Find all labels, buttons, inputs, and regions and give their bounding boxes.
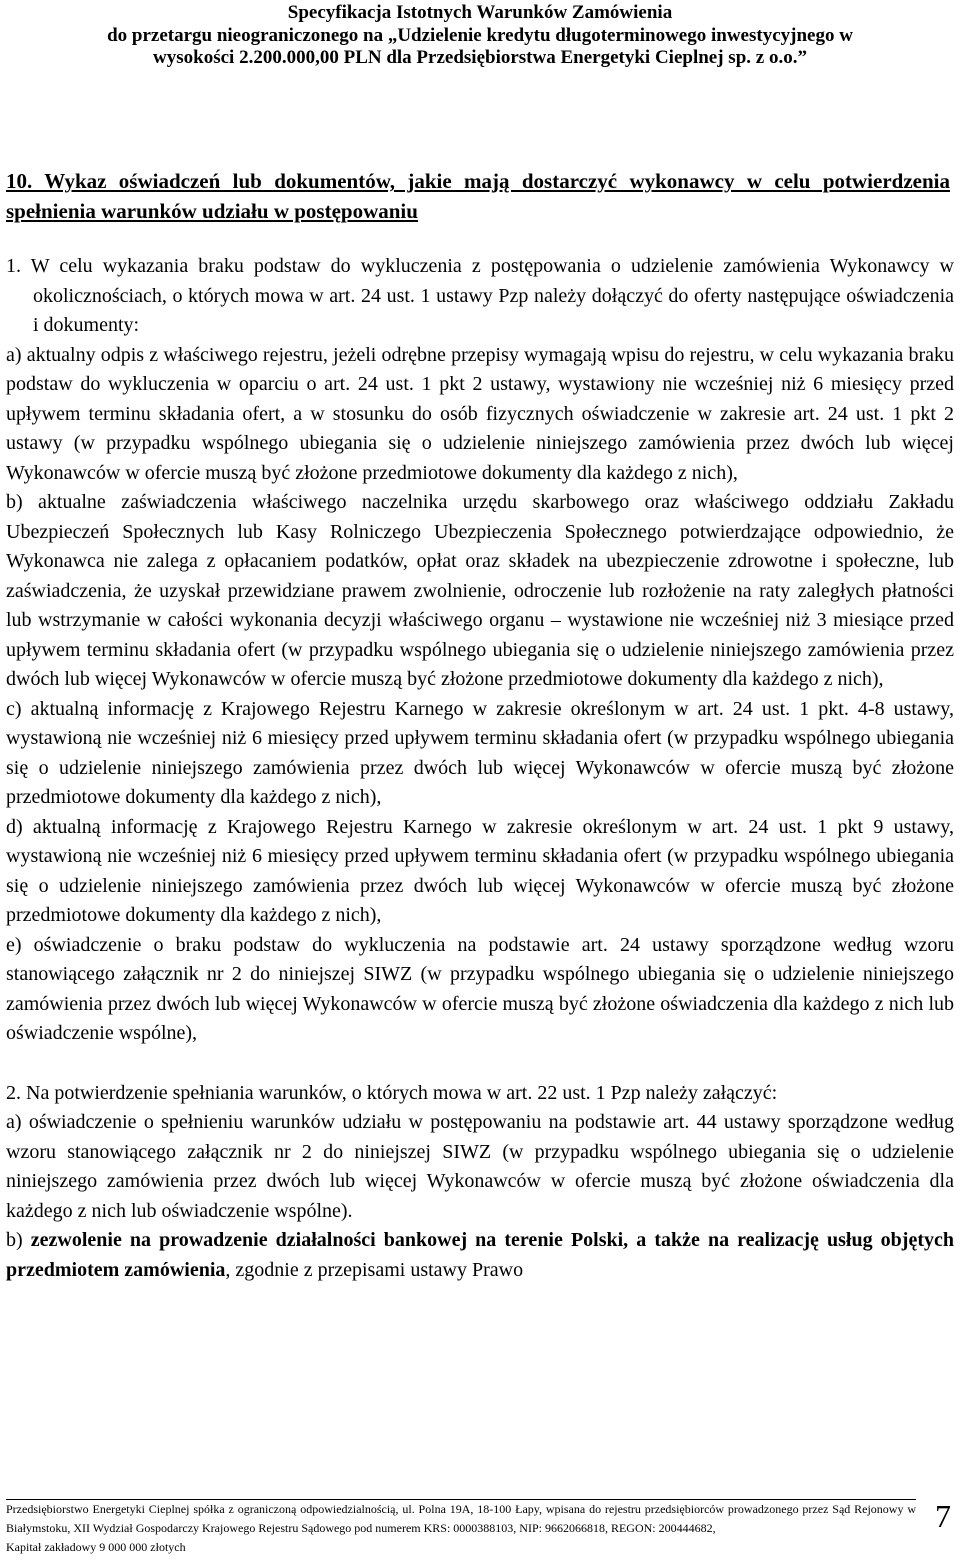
item-1-intro: 1. W celu wykazania braku podstaw do wykluczenia z postępowania o udzielenie zamówienia Wykonawcy w okolicznościach, o których mowa w art. 24 ust. 1 ustawy Pzp należy dołączyć do oferty następujące oświadczenia i dokumenty: (6, 255, 954, 336)
item-2-intro: 2. Na potwierdzenie spełniania warunków, o których mowa w art. 22 ust. 1 Pzp należy załączyć: (6, 1081, 778, 1104)
footer-company-info: Przedsiębiorstwo Energetyki Cieplnej spółka z ograniczoną odpowiedzialnością, ul. Polna 19A, 18-100 Łapy, wpisana do rejestru przedsiębiorców prowadzonego przez Sąd Rejonowy w Białymstoku, XII Wydział Gospodarczy Krajowego Rejestru Sądowego pod numerem KRS: 0000388103, NIP: 9662066818, REGON: 200444682, (6, 1502, 916, 1535)
item-2-point-b-rest: , zgodnie z przepisami ustawy Prawo (225, 1258, 524, 1281)
document-header (0, 0, 960, 70)
item-1-point-d: d) aktualną informację z Krajowego Rejestru Karnego w zakresie określonym w art. 24 ust. 1 pkt 9 ustawy, wystawioną nie wcześniej niż 6 miesięcy przed upływem terminu składania ofert (w przypadku wspólnego ubiegania się o udzielenie niniejszego zamówienia przez dwóch lub więcej Wykonawców w ofercie muszą być złożone przedmiotowe dokumenty dla każdego z nich), (6, 815, 954, 926)
item-1-point-c: c) aktualną informację z Krajowego Rejestru Karnego w zakresie określonym w art. 24 ust. 1 pkt. 4-8 ustawy, wystawioną nie wcześniej niż 6 miesięcy przed upływem terminu składania ofert (w przypadku wspólnego ubiegania się o udzielenie niniejszego zamówienia przez dwóch lub więcej Wykonawców w ofercie muszą być złożone przedmiotowe dokumenty dla każdego z nich), (6, 697, 954, 808)
header-line-1: Specyfikacja Istotnych Warunków Zamówienia (287, 2, 673, 23)
item-1-point-e: e) oświadczenie o braku podstaw do wykluczenia na podstawie art. 24 ustawy sporządzone według wzoru stanowiącego załącznik nr 2 do niniejszej SIWZ (w przypadku wspólnego ubiegania się o udzielenie niniejszego zamówienia przez dwóch lub więcej Wykonawców w ofercie muszą być złożone oświadczenia dla każdego z nich lub oświadczenie wspólne), (6, 933, 954, 1044)
document-body (6, 252, 954, 1285)
item-2-point-b-prefix: b) (6, 1229, 31, 1251)
item-2-point-a: a) oświadczenie o spełnieniu warunków udziału w postępowaniu na podstawie art. 44 ustawy sporządzone według wzoru stanowiącego załącznik nr 2 do niniejszej SIWZ (w przypadku wspólnego ubiegania się o udzielenie niniejszego zamówienia przez dwóch lub więcej Wykonawców w ofercie muszą być złożone oświadczenia dla każdego z nich lub oświadczenie wspólne). (6, 1111, 954, 1222)
page-number: 7 (935, 1498, 951, 1534)
item-1-point-a: a) aktualny odpis z właściwego rejestru, jeżeli odrębne przepisy wymagają wpisu do rejestru, w celu wykazania braku podstaw do wykluczenia w oparciu o art. 24 ust. 1 pkt 2 ustawy, wystawiony nie wcześniej niż 6 miesięcy przed upływem terminu składania ofert, a w stosunku do osób fizycznych oświadczenie w zakresie art. 24 ust. 1 pkt 2 ustawy (w przypadku wspólnego ubiegania się o udzielenie niniejszego zamówienia przez dwóch lub więcej Wykonawców w ofercie muszą być złożone przedmiotowe dokumenty dla każdego z nich), (6, 343, 954, 484)
page-footer (6, 1500, 916, 1557)
item-2-point-b (6, 1226, 954, 1285)
item-1-point-b: b) aktualne zaświadczenia właściwego naczelnika urzędu skarbowego oraz właściwego oddziału Zakładu Ubezpieczeń Społecznych lub Kasy Rolniczego Ubezpieczenia Społecznego potwierdzające odpowiednio, że Wykonawca nie zalega z opłacaniem podatków, opłat oraz składek na ubezpieczenie zdrowotne i społeczne, lub zaświadczenia, że uzyskał przewidziane prawem zwolnienie, odroczenie lub rozłożenie na raty zaległych płatności lub wstrzymanie w całości wykonania decyzji właściwego organu – wystawione nie wcześniej niż 3 miesiące przed upływem terminu składania ofert (w przypadku wspólnego ubiegania się o udzielenie niniejszego zamówienia przez dwóch lub więcej Wykonawców w ofercie muszą być złożone przedmiotowe dokumenty dla każdego z nich), (6, 491, 954, 690)
header-line-3: wysokości 2.200.000,00 PLN dla Przedsiębiorstwa Energetyki Cieplnej sp. z o.o.” (153, 47, 807, 68)
section-title: 10. Wykaz oświadczeń lub dokumentów, jakie mają dostarczyć wykonawcy w celu potwierdzenia spełnienia warunków udziału w postępowaniu (6, 169, 950, 223)
item-2-point-b-bold: zezwolenie na prowadzenie działalności bankowej na terenie Polski, a także na realizację usług objętych przedmiotem zamówienia (6, 1229, 954, 1281)
header-line-2: do przetargu nieograniczonego na „Udzielenie kredytu długoterminowego inwestycyjnego w (107, 24, 853, 46)
paragraph-gap (6, 1049, 954, 1079)
footer-capital: Kapitał zakładowy 9 000 000 złotych (6, 1540, 186, 1554)
